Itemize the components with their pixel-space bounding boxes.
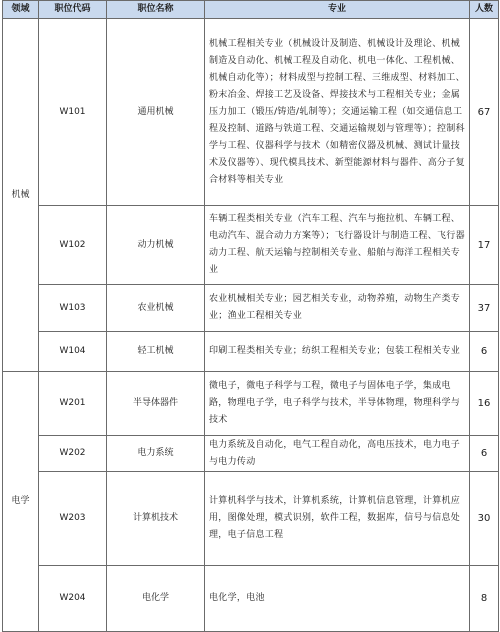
code-cell: W101 bbox=[39, 19, 107, 206]
code-cell: W102 bbox=[39, 206, 107, 285]
name-cell: 半导体器件 bbox=[107, 372, 205, 436]
field-cell-machinery: 机械 bbox=[3, 19, 39, 372]
code-cell: W202 bbox=[39, 436, 107, 472]
count-cell: 37 bbox=[470, 285, 499, 332]
header-name: 职位名称 bbox=[107, 1, 205, 19]
table-row bbox=[3, 285, 499, 332]
count-cell: 30 bbox=[470, 472, 499, 566]
table-row bbox=[3, 19, 499, 206]
table-row bbox=[3, 436, 499, 472]
code-cell: W104 bbox=[39, 332, 107, 372]
code-cell: W203 bbox=[39, 472, 107, 566]
table-row bbox=[3, 206, 499, 285]
count-cell: 67 bbox=[470, 19, 499, 206]
table-row bbox=[3, 472, 499, 566]
count-cell: 16 bbox=[470, 372, 499, 436]
table-header-row bbox=[3, 1, 499, 19]
name-cell: 农业机械 bbox=[107, 285, 205, 332]
major-cell: 农业机械相关专业；园艺相关专业，动物养殖，动物生产类专业；渔业工程相关专业 bbox=[205, 285, 470, 332]
name-cell: 电化学 bbox=[107, 566, 205, 632]
major-cell: 微电子，微电子科学与工程，微电子与固体电子学，集成电路，物理电子学，电子科学与技术，半导体物理，物理科学与技术 bbox=[205, 372, 470, 436]
count-cell: 8 bbox=[470, 566, 499, 632]
code-cell: W103 bbox=[39, 285, 107, 332]
header-code: 职位代码 bbox=[39, 1, 107, 19]
table-row bbox=[3, 372, 499, 436]
code-cell: W201 bbox=[39, 372, 107, 436]
name-cell: 通用机械 bbox=[107, 19, 205, 206]
name-cell: 动力机械 bbox=[107, 206, 205, 285]
field-cell-electrical: 电学 bbox=[3, 372, 39, 632]
major-cell: 电化学，电池 bbox=[205, 566, 470, 632]
count-cell: 6 bbox=[470, 332, 499, 372]
name-cell: 电力系统 bbox=[107, 436, 205, 472]
table-row bbox=[3, 332, 499, 372]
major-cell: 车辆工程类相关专业（汽车工程、汽车与拖拉机、车辆工程、电动汽车、混合动力方案等）；飞行器设计与制造工程、飞行器动力工程、航天运输与控制相关专业、船舶与海洋工程相关专业 bbox=[205, 206, 470, 285]
count-cell: 17 bbox=[470, 206, 499, 285]
major-cell: 计算机科学与技术，计算机系统，计算机信息管理，计算机应用，图像处理，模式识别，软件工程，数据库，信号与信息处理，电子信息工程 bbox=[205, 472, 470, 566]
major-cell: 印刷工程类相关专业；纺织工程相关专业；包装工程相关专业 bbox=[205, 332, 470, 372]
header-major: 专业 bbox=[205, 1, 470, 19]
header-count: 人数 bbox=[470, 1, 499, 19]
major-cell: 机械工程相关专业（机械设计及制造、机械设计及理论、机械制造及自动化、机械工程及自动化、机电一体化、工程机械、机械自动化等）；材料成型与控制工程、三维成型、材料加工、粉末冶金、焊接工艺及设备、焊接技术与工程相关专业；金属压力加工（锻压/铸造/轧制等）；交通运输工程（如交通信息工程及控制、道路与铁道工程、交通运输规划与管理等）；控制科学与工程、仪器科学与技术（如精密仪器及机械、测试计量技术及仪器等）、现代模具技术、新型能源材料与器件、高分子复合材料等相关专业 bbox=[205, 19, 470, 206]
header-field: 领域 bbox=[3, 1, 39, 19]
table-row bbox=[3, 566, 499, 632]
major-cell: 电力系统及自动化，电气工程自动化，高电压技术，电力电子与电力传动 bbox=[205, 436, 470, 472]
name-cell: 轻工机械 bbox=[107, 332, 205, 372]
count-cell: 6 bbox=[470, 436, 499, 472]
job-positions-table bbox=[2, 0, 499, 632]
name-cell: 计算机技术 bbox=[107, 472, 205, 566]
code-cell: W204 bbox=[39, 566, 107, 632]
